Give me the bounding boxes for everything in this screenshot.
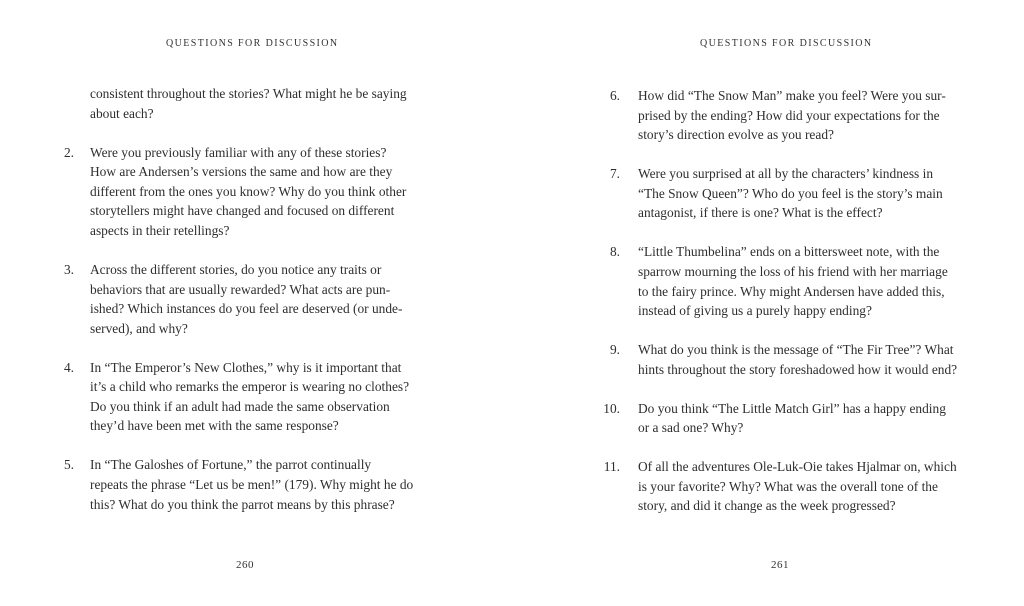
line-text: this? What do you think the parrot means by this phrase?: [90, 496, 395, 512]
line-text: behaviors that are usually rewarded? What acts are pun-: [90, 281, 391, 297]
line-text: served), and why?: [90, 320, 188, 336]
line-text: about each?: [90, 105, 154, 121]
line-text: instead of giving us a purely happy ending?: [638, 303, 872, 319]
line-text: to the fairy prince. Why might Andersen have added this,: [638, 283, 945, 299]
line-text: In “The Emperor’s New Clothes,” why is it important that: [90, 359, 402, 375]
line-text: What do you think is the message of “The Fir Tree”? What: [638, 342, 954, 358]
page-number: 261: [771, 559, 789, 571]
question-number: 2.: [63, 144, 74, 160]
line-text: prised by the ending? How did your expectations for the: [638, 107, 940, 123]
question-number: 7.: [609, 166, 620, 182]
line-text: consistent throughout the stories? What might he be saying: [90, 86, 407, 101]
line-text: In “The Galoshes of Fortune,” the parrot continually: [90, 457, 372, 473]
line-text: How did “The Snow Man” make you feel? Were you sur-: [638, 88, 946, 103]
line-text: storytellers might have changed and focused on different: [90, 203, 395, 219]
line-text: hints throughout the story foreshadowed how it would end?: [638, 361, 958, 377]
line-text: sparrow mourning the loss of his friend with her marriage: [638, 263, 948, 279]
question-number: 4.: [63, 359, 74, 375]
line-text: repeats the phrase “Let us be men!” (179). Why might he do: [90, 477, 414, 493]
line-text: Across the different stories, do you notice any traits or: [90, 261, 382, 277]
running-head: QUESTIONS FOR DISCUSSION: [700, 38, 873, 49]
line-text: Do you think if an adult had made the same observation: [90, 398, 390, 414]
question-number: 11.: [603, 459, 620, 475]
line-text: How are Andersen’s versions the same and how are they: [90, 164, 393, 180]
page-number: 260: [236, 559, 254, 571]
running-head: QUESTIONS FOR DISCUSSION: [166, 38, 339, 49]
line-text: story, and did it change as the week progressed?: [638, 498, 896, 514]
question-number: 10.: [603, 400, 620, 416]
question-number: 8.: [609, 244, 620, 260]
line-text: Of all the adventures Ole-Luk-Oie takes Hjalmar on, which: [638, 459, 957, 475]
question-number: 5.: [63, 457, 74, 473]
line-text: “The Snow Queen”? Who do you feel is the story’s main: [638, 185, 943, 201]
question-number: 6.: [609, 88, 620, 103]
line-text: Do you think “The Little Match Girl” has a happy ending: [638, 400, 946, 416]
line-text: aspects in their retellings?: [90, 222, 230, 238]
line-text: different from the ones you know? Why do you think other: [90, 183, 407, 199]
line-text: is your favorite? Why? What was the overall tone of the: [638, 478, 938, 494]
question-number: 3.: [63, 261, 74, 277]
line-text: Were you previously familiar with any of these stories?: [90, 144, 387, 160]
line-text: or a sad one? Why?: [638, 420, 744, 436]
line-text: “Little Thumbelina” ends on a bittersweet note, with the: [638, 244, 940, 260]
right-page: [512, 0, 1024, 606]
line-text: ished? Which instances do you feel are deserved (or unde-: [90, 301, 403, 317]
question-number: 9.: [609, 342, 620, 358]
line-text: it’s a child who remarks the emperor is wearing no clothes?: [90, 379, 410, 395]
line-text: antagonist, if there is one? What is the effect?: [638, 205, 883, 221]
line-text: Were you surprised at all by the characters’ kindness in: [638, 166, 934, 182]
line-text: they’d have been met with the same response?: [90, 418, 339, 434]
line-text: story’s direction evolve as you read?: [638, 127, 834, 143]
